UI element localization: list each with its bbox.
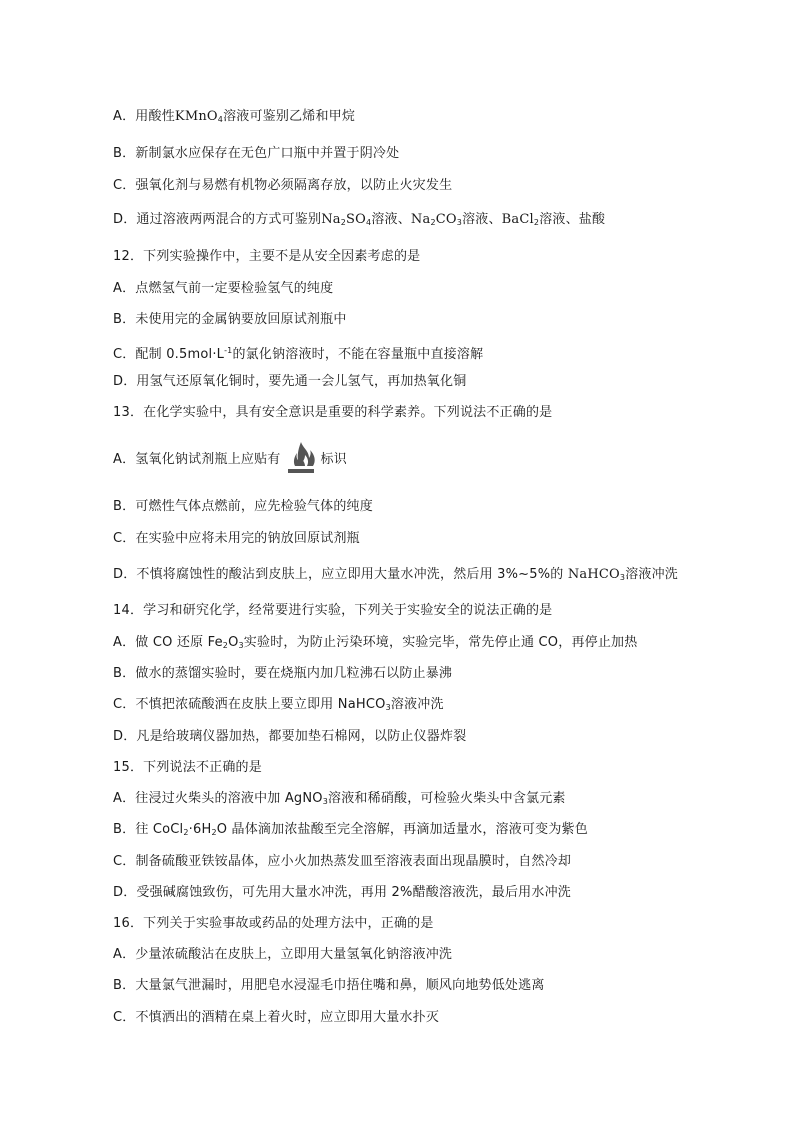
q12-option-c: C．配制 $0.5mol\cdot L^{-1}$的氯化钠溶液时，不能在容量瓶中直接溶解 — [113, 346, 484, 362]
q11-option-d: D．通过溶液两两混合的方式可鉴别$Na_2SO_4$溶液、$Na_2CO_3$溶液、BaCl$_2$溶液、盐酸 — [113, 212, 606, 227]
q13-option-a: A．氢氧化钠试剂瓶上应贴有 标识 — [113, 440, 347, 481]
flammable-hazard-icon — [285, 440, 317, 480]
q12-option-b: B．未使用完的金属钠要放回原试剂瓶中 — [113, 312, 347, 327]
q15-option-b: B．往 $CoCl_2\cdot 6H_2O$ 晶体滴加浓盐酸至完全溶解，再滴加适量水，溶液可变为紫色 — [113, 822, 588, 837]
q11-option-a: A．用酸性KMnO$_4$溶液可鉴别乙烯和甲烷 — [113, 109, 356, 124]
q16-option-b: B．大量氯气泄漏时，用肥皂水浸湿毛巾捂住嘴和鼻，顺风向地势低处逃离 — [113, 978, 545, 993]
q15-option-d: D．受强碱腐蚀致伤，可先用大量水冲洗，再用 2%醋酸溶液洗，最后用水冲洗 — [113, 885, 571, 900]
q12-option-d: D．用氢气还原氧化铜时，要先通一会儿氢气，再加热氧化铜 — [113, 374, 467, 389]
q13-stem: 13．在化学实验中，具有安全意识是重要的科学素养。下列说法不正确的是 — [113, 405, 553, 420]
q11-option-b: B．新制氯水应保存在无色广口瓶中并置于阴冷处 — [113, 146, 400, 161]
q14-option-c: C．不慎把浓硫酸洒在皮肤上要立即用 NaHCO$_3$溶液冲洗 — [113, 697, 444, 712]
q13-option-b: B．可燃性气体点燃前，应先检验气体的纯度 — [113, 499, 373, 514]
q13-option-c: C．在实验中应将未用完的钠放回原试剂瓶 — [113, 531, 360, 546]
q12-stem: 12．下列实验操作中，主要不是从安全因素考虑的是 — [113, 249, 421, 264]
q15-stem: 15．下列说法不正确的是 — [113, 760, 262, 775]
q16-stem: 16．下列关于实验事故或药品的处理方法中，正确的是 — [113, 916, 434, 931]
q14-option-a: A．做 CO 还原 $Fe_2O_3$实验时，为防止污染环境，实验完毕，常先停止通 CO，再停止加热 — [113, 635, 638, 650]
q15-option-a: A．往浸过火柴头的溶液中加 AgNO$_3$溶液和稀硝酸，可检验火柴头中含氯元素 — [113, 791, 566, 806]
q11-option-c: C．强氧化剂与易燃有机物必须隔离存放，以防止火灾发生 — [113, 178, 453, 193]
q15-option-c: C．制备硫酸亚铁铵晶体，应小火加热蒸发皿至溶液表面出现晶膜时，自然冷却 — [113, 854, 572, 869]
q12-option-a: A．点燃氢气前一定要检验氢气的纯度 — [113, 281, 334, 296]
q16-option-a: A．少量浓硫酸沾在皮肤上，立即用大量氢氧化钠溶液冲洗 — [113, 947, 453, 962]
q13-option-d: D．不慎将腐蚀性的酸沾到皮肤上，应立即用大量水冲洗，然后用 3%~5%的 NaHCO$_3$溶液冲洗 — [113, 567, 679, 582]
q14-option-d: D．凡是给玻璃仪器加热，都要加垫石棉网，以防止仪器炸裂 — [113, 729, 467, 744]
q14-stem: 14．学习和研究化学，经常要进行实验，下列关于实验安全的说法正确的是 — [113, 603, 553, 618]
q14-option-b: B．做水的蒸馏实验时，要在烧瓶内加几粒沸石以防止暴沸 — [113, 666, 453, 681]
q16-option-c: C．不慎洒出的酒精在桌上着火时，应立即用大量水扑灭 — [113, 1010, 440, 1025]
